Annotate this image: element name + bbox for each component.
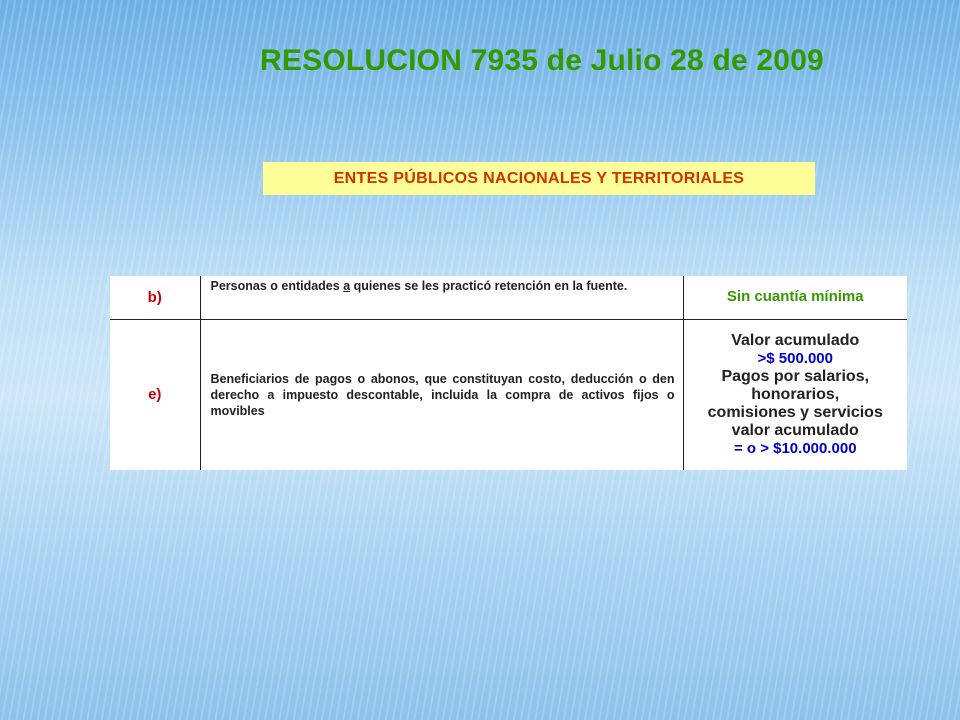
row-description: Beneficiarios de pagos o abonos, que constituyan costo, deducción o den derecho a impuesto descontable, incluida la compra de activos fijos o movibles bbox=[200, 319, 683, 470]
table-row bbox=[110, 276, 907, 319]
row-description bbox=[200, 276, 683, 319]
description-text: quienes se les practicó retención en la fuente. bbox=[350, 279, 628, 293]
description-underlined-text: a bbox=[343, 279, 351, 293]
value-line: honorarios, bbox=[751, 385, 840, 403]
row-value bbox=[683, 319, 907, 470]
row-letter: e) bbox=[110, 319, 200, 470]
subtitle-banner: ENTES PÚBLICOS NACIONALES Y TERRITORIALES bbox=[263, 162, 815, 195]
row-letter: b) bbox=[110, 276, 200, 319]
amount-line: = o > $10.000.000 bbox=[733, 439, 857, 457]
description-text: Personas o entidades bbox=[210, 279, 344, 293]
retention-table bbox=[110, 276, 907, 470]
slide-title: RESOLUCION 7935 de Julio 28 de 2009 bbox=[260, 44, 824, 77]
value-line: Pagos por salarios, bbox=[721, 367, 870, 385]
value-line: Valor acumulado bbox=[731, 331, 860, 349]
retention-table-grid bbox=[110, 276, 907, 470]
value-line: Sin cuantía mínima bbox=[726, 288, 864, 306]
amount-line: >$ 500.000 bbox=[757, 349, 833, 367]
value-line: valor acumulado bbox=[731, 421, 859, 439]
table-row bbox=[110, 319, 907, 470]
row-value bbox=[683, 276, 907, 319]
value-line: comisiones y servicios bbox=[707, 403, 883, 421]
